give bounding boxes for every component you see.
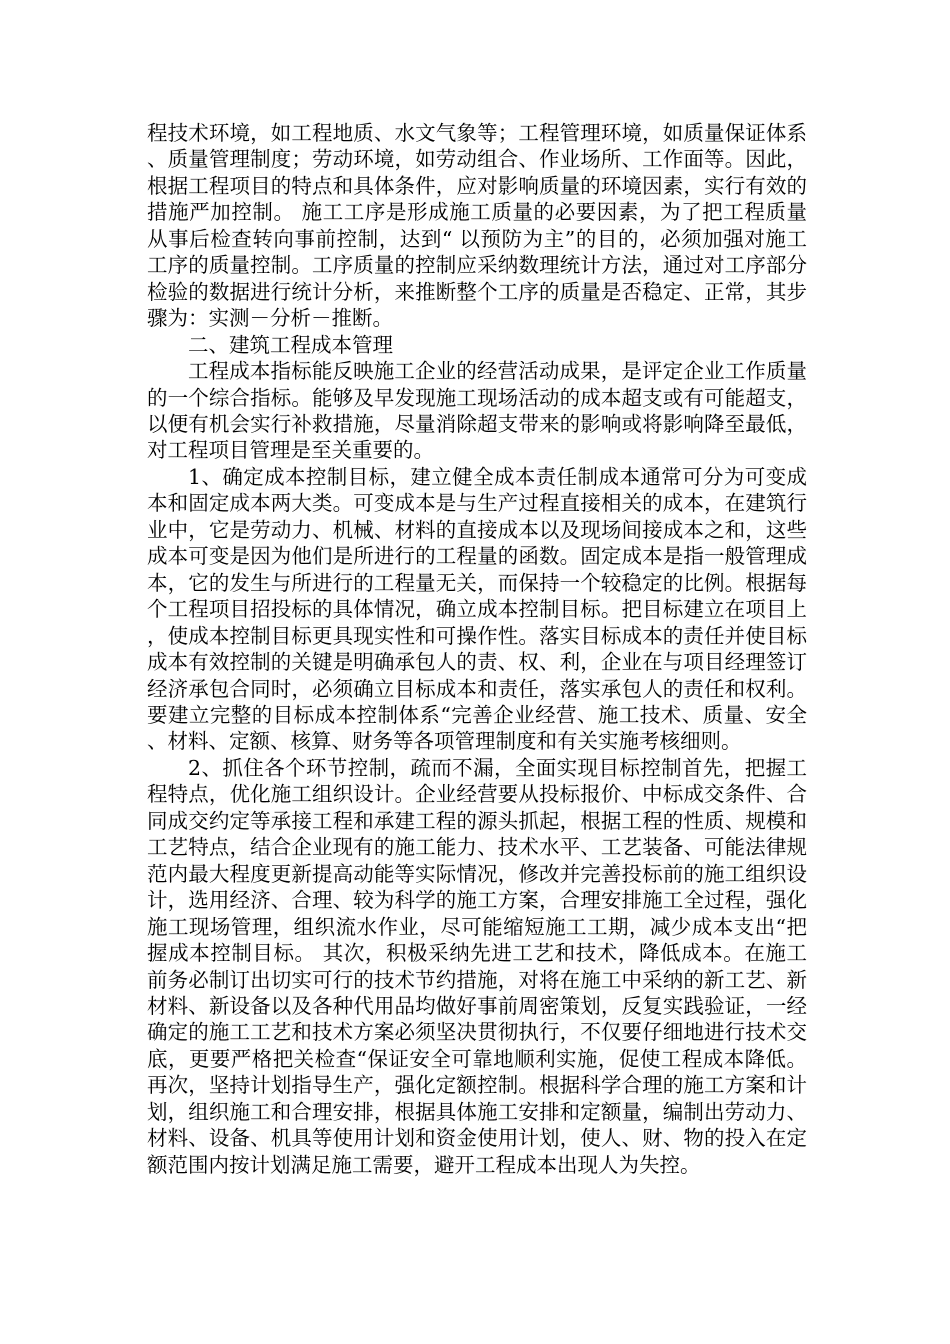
paragraph-process-control: 2、抓住各个环节控制，疏而不漏，全面实现目标控制首先，把握工程特点，优化施工组织设计。企业经营要从投标报价、中标成交条件、合同成交约定等承接工程和承建工程的源头抓起，根据工程的性质、规模和工艺特点，结合企业现有的施工能力、技术水平、工艺装备、可能法律规范内最大程度更新提高动能等实际情况，修改并完善投标前的施工组织设计，选用经济、合理、较为科学的施工方案，合理安排施工全过程，强化施工现场管理，组织流水作业，尽可能缩短施工工期，减少成本支出“把握成本控制目标。 其次，积极采纳先进工艺和技术，降低成本。在施工前务必制订出切实可行的技术节约措施，对将在施工中采纳的新工艺、新材料、新设备以及各种代用品均做好事前周密策划，反复实践验证，一经确定的施工工艺和技术方案必须坚决贯彻执行，不仅要仔细地进行技术交底，更要严格把关检查“保证安全可靠地顺利实施，促使工程成本降低。 再次，坚持计划指导生产，强化定额控制。根据科学合理的施工方案和计划，组织施工和合理安排，根据具体施工安排和定额量，编制出劳动力、材料、设备、机具等使用计划和资金使用计划，使人、财、物的投入在定额范围内按计划满足施工需要，避开工程成本出现人为失控。 xyxy=(147,755,807,1177)
paragraph-continuation: 程技术环境，如工程地质、水文气象等；工程管理环境，如质量保证体系、质量管理制度；劳动环境，如劳动组合、作业场所、工作面等。因此，根据工程项目的特点和具体条件，应对影响质量的环境因素，实行有效的措施严加控制。 施工工序是形成施工质量的必要因素，为了把工程质量从事后检查转向事前控制，达到“ 以预防为主”的目的，必须加强对施工工序的质量控制。工序质量的控制应采纳数理统计方法，通过对工序部分检验的数据进行统计分析，来推断整个工序的质量是否稳定、正常，其步骤为：实测－分析－推断。 xyxy=(147,121,807,331)
paragraph-cost-target: 1、确定成本控制目标，建立健全成本责任制成本通常可分为可变成本和固定成本两大类。可变成本是与生产过程直接相关的成本，在建筑行业中，它是劳动力、机械、材料的直接成本以及现场间接成本之和，这些成本可变是因为他们是所进行的工程量的函数。固定成本是指一般管理成本，它的发生与所进行的工程量无关，而保持一个较稳定的比例。根据每个工程项目招投标的具体情况，确立成本控制目标。把目标建立在项目上，使成本控制目标更具现实性和可操作性。落实目标成本的责任并使目标成本有效控制的关键是明确承包人的责、权、利，企业在与项目经理签订经济承包合同时，必须确立目标成本和责任，落实承包人的责任和权利。要建立完整的目标成本控制体系“完善企业经营、施工技术、质量、安全、材料、定额、核算、财务等各项管理制度和有关实施考核细则。 xyxy=(147,464,807,754)
paragraph-cost-overview: 工程成本指标能反映施工企业的经营活动成果，是评定企业工作质量的一个综合指标。能够及早发现施工现场活动的成本超支或有可能超支，以便有机会实行补救措施，尽量消除超支带来的影响或将影响降至最低，对工程项目管理是至关重要的。 xyxy=(147,359,807,463)
section-heading: 二、建筑工程成本管理 xyxy=(188,332,393,357)
document-body xyxy=(147,120,807,1178)
